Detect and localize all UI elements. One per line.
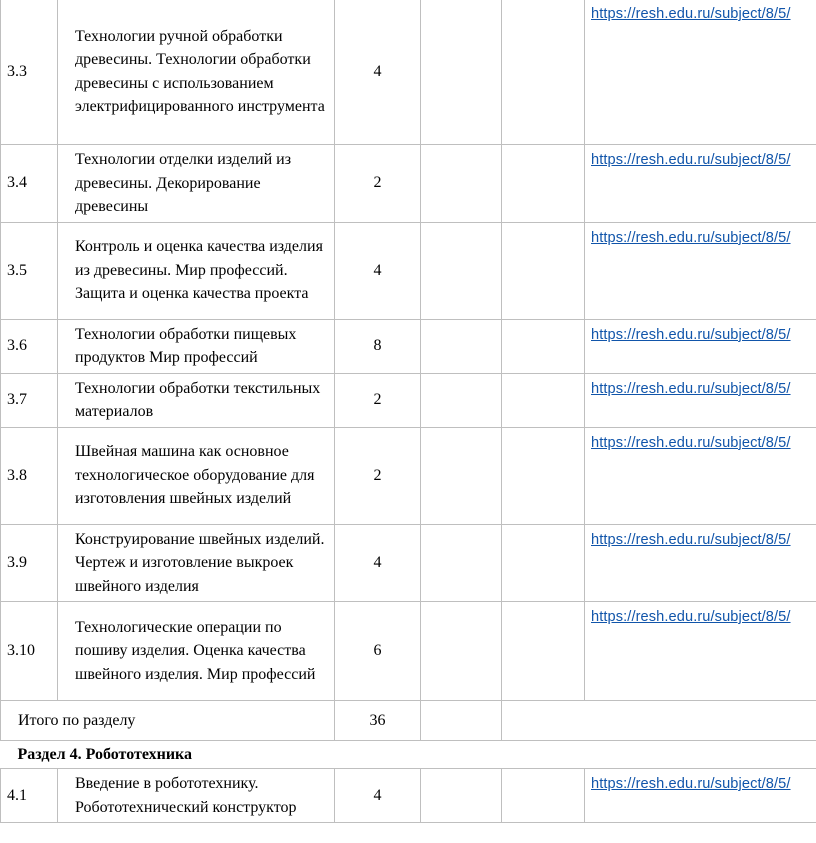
empty-cell <box>502 701 816 741</box>
lesson-number: 3.5 <box>1 222 58 319</box>
lesson-topic: Конструирование швейных изделий. Чертеж и изготовление выкроек швейного изделия <box>58 524 335 602</box>
lesson-topic: Технологии ручной обработки древесины. Технологии обработки древесины с использованием электрифицированного инструмента <box>58 0 335 145</box>
empty-cell <box>502 222 585 319</box>
empty-cell <box>421 701 502 741</box>
table-row <box>1 427 816 524</box>
resource-cell <box>585 427 816 524</box>
resource-cell <box>585 524 816 602</box>
empty-cell <box>421 145 502 223</box>
lesson-hours: 4 <box>335 0 421 145</box>
table-row <box>1 319 816 373</box>
empty-cell <box>421 524 502 602</box>
lesson-number: 3.7 <box>1 373 58 427</box>
lesson-hours: 6 <box>335 602 421 701</box>
table-row <box>1 145 816 223</box>
empty-cell <box>502 524 585 602</box>
empty-cell <box>502 373 585 427</box>
resource-link[interactable]: https://resh.edu.ru/subject/8/5/ <box>591 531 791 548</box>
lesson-hours: 4 <box>335 769 421 823</box>
section-title: Раздел 4. Робототехника <box>1 741 816 769</box>
resource-cell <box>585 145 816 223</box>
lesson-number: 3.9 <box>1 524 58 602</box>
resource-link[interactable]: https://resh.edu.ru/subject/8/5/ <box>591 434 791 451</box>
resource-cell <box>585 373 816 427</box>
lesson-topic: Технологические операции по пошиву изделия. Оценка качества швейного изделия. Мир профессий <box>58 602 335 701</box>
resource-cell <box>585 319 816 373</box>
total-hours: 36 <box>335 701 421 741</box>
table-row <box>1 524 816 602</box>
resource-link[interactable]: https://resh.edu.ru/subject/8/5/ <box>591 152 791 168</box>
resource-cell <box>585 0 816 145</box>
table-row <box>1 769 816 823</box>
section-header-row <box>1 741 816 769</box>
table-row <box>1 222 816 319</box>
lesson-topic: Технологии отделки изделий из древесины. Декорирование древесины <box>58 145 335 223</box>
table-row <box>1 0 816 145</box>
empty-cell <box>502 319 585 373</box>
lesson-number: 3.10 <box>1 602 58 701</box>
empty-cell <box>421 769 502 823</box>
table-row <box>1 373 816 427</box>
lesson-topic: Технологии обработки пищевых продуктов Мир профессий <box>58 319 335 373</box>
lesson-hours: 2 <box>335 145 421 223</box>
table-row <box>1 602 816 701</box>
resource-cell <box>585 769 816 823</box>
resource-link[interactable]: https://resh.edu.ru/subject/8/5/ <box>591 6 791 22</box>
empty-cell <box>502 145 585 223</box>
empty-cell <box>502 0 585 145</box>
lesson-hours: 4 <box>335 222 421 319</box>
total-label: Итого по разделу <box>1 701 335 741</box>
resource-link[interactable]: https://resh.edu.ru/subject/8/5/ <box>591 776 791 792</box>
lesson-topic: Швейная машина как основное технологическое оборудование для изготовления швейных изделий <box>58 427 335 524</box>
empty-cell <box>421 373 502 427</box>
lesson-hours: 4 <box>335 524 421 602</box>
empty-cell <box>421 222 502 319</box>
resource-link[interactable]: https://resh.edu.ru/subject/8/5/ <box>591 380 791 397</box>
resource-link[interactable]: https://resh.edu.ru/subject/8/5/ <box>591 326 791 343</box>
resource-link[interactable]: https://resh.edu.ru/subject/8/5/ <box>591 609 791 625</box>
resource-cell <box>585 222 816 319</box>
lesson-topic: Технологии обработки текстильных материалов <box>58 373 335 427</box>
lesson-number: 3.6 <box>1 319 58 373</box>
lesson-hours: 2 <box>335 427 421 524</box>
lesson-topic: Введение в робототехнику. Робототехнический конструктор <box>58 769 335 823</box>
empty-cell <box>502 769 585 823</box>
empty-cell <box>421 427 502 524</box>
resource-cell <box>585 602 816 701</box>
lesson-topic: Контроль и оценка качества изделия из древесины. Мир профессий. Защита и оценка качества проекта <box>58 222 335 319</box>
empty-cell <box>502 602 585 701</box>
section-total-row <box>1 701 816 741</box>
lesson-hours: 2 <box>335 373 421 427</box>
lesson-number: 3.8 <box>1 427 58 524</box>
resource-link[interactable]: https://resh.edu.ru/subject/8/5/ <box>591 229 791 246</box>
lesson-hours: 8 <box>335 319 421 373</box>
lesson-number: 3.4 <box>1 145 58 223</box>
empty-cell <box>421 319 502 373</box>
empty-cell <box>502 427 585 524</box>
lesson-number: 4.1 <box>1 769 58 823</box>
empty-cell <box>421 0 502 145</box>
empty-cell <box>421 602 502 701</box>
lesson-number: 3.3 <box>1 0 58 145</box>
